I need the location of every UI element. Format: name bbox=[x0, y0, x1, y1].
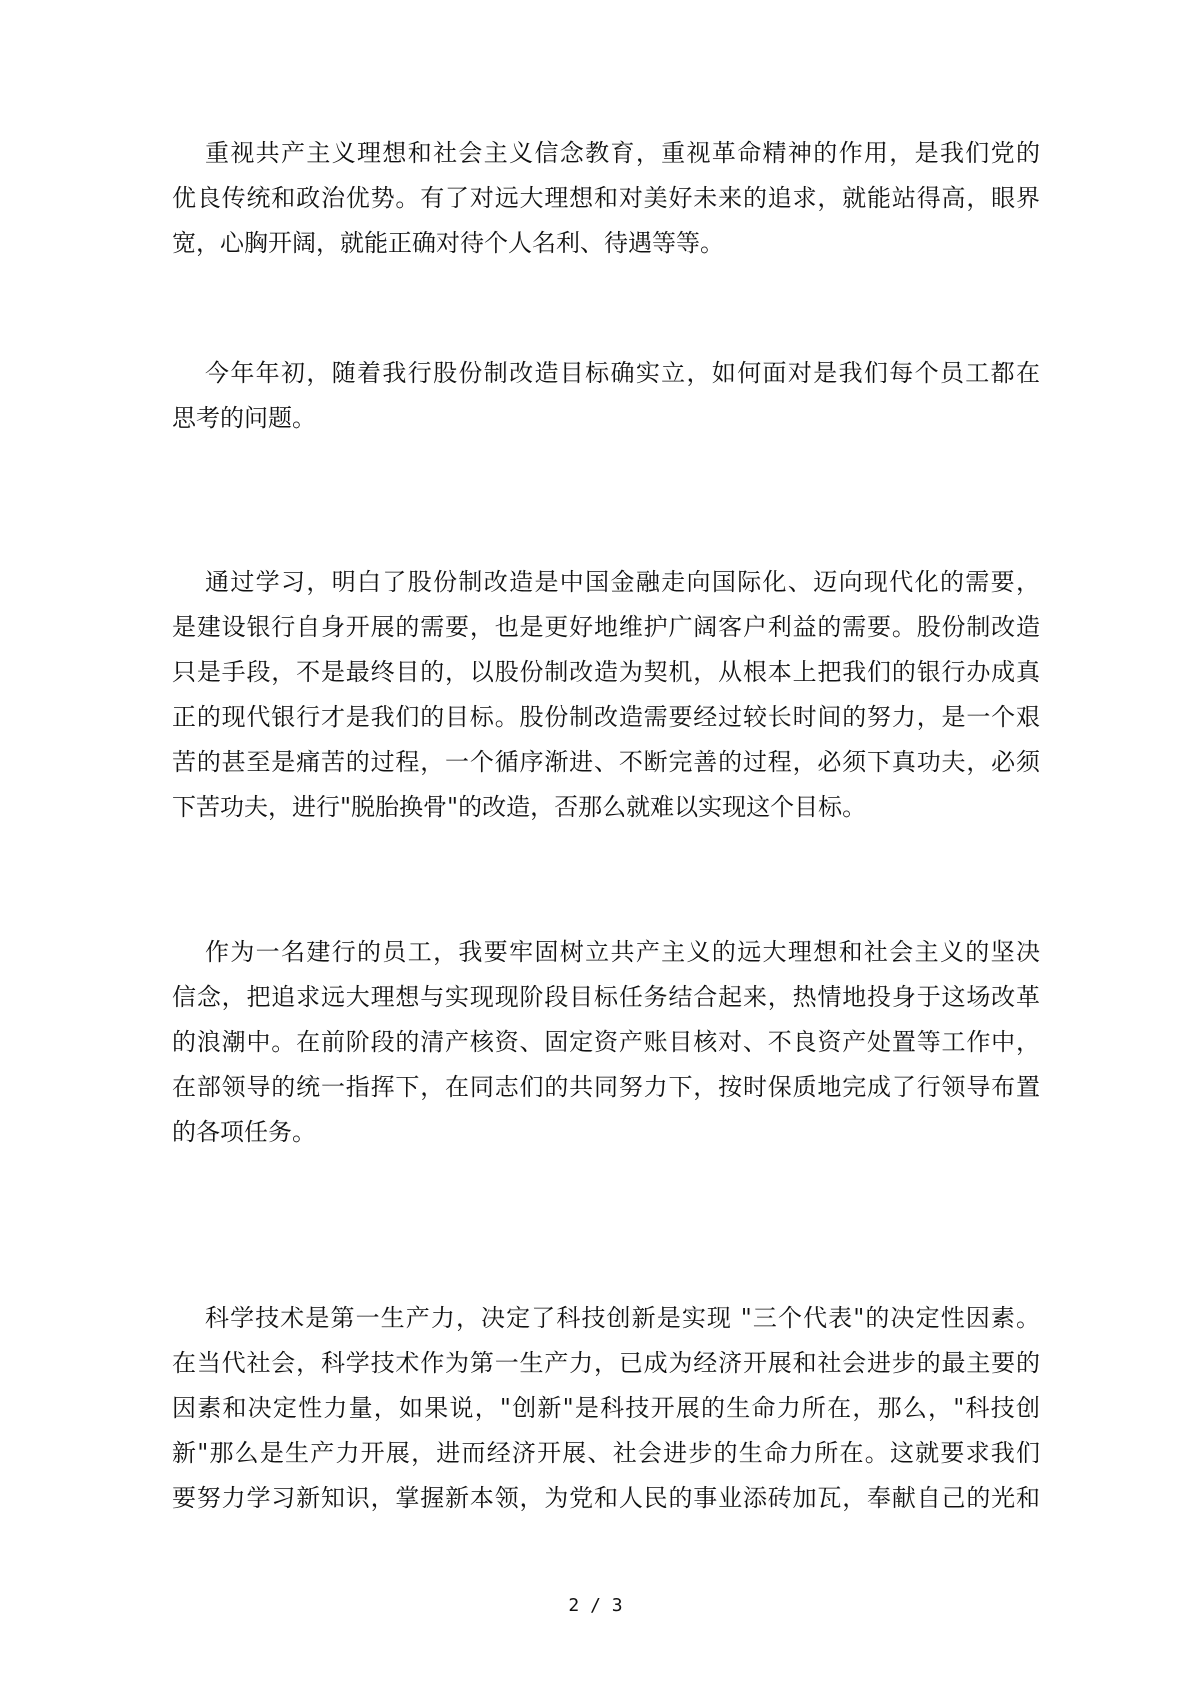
paragraph bbox=[172, 131, 1040, 266]
page-number: 2 / 3 bbox=[568, 1595, 623, 1616]
text-line: 今年年初，随着我行股份制改造目标确实立，如何面对是我们每个员工都在 bbox=[205, 359, 1040, 387]
text-line: 作为一名建行的员工，我要牢固树立共产主义的远大理想和社会主义的坚决 bbox=[205, 938, 1040, 966]
text-line: 苦的甚至是痛苦的过程，一个循序渐进、不断完善的过程，必须下真功夫，必须 bbox=[172, 748, 1040, 776]
text-line: 优良传统和政治优势。有了对远大理想和对美好未来的追求，就能站得高，眼界 bbox=[172, 184, 1040, 212]
paragraph bbox=[172, 351, 1040, 441]
text-line: 科学技术是第一生产力，决定了科技创新是实现 "三个代表"的决定性因素。 bbox=[205, 1304, 1040, 1332]
paragraph bbox=[172, 1296, 1040, 1521]
text-line: 的浪潮中。在前阶段的清产核资、固定资产账目核对、不良资产处置等工作中， bbox=[172, 1028, 1040, 1056]
text-line: 只是手段，不是最终目的，以股份制改造为契机，从根本上把我们的银行办成真 bbox=[172, 658, 1040, 686]
text-line: 要努力学习新知识，掌握新本领，为党和人民的事业添砖加瓦，奉献自己的光和 bbox=[172, 1484, 1040, 1512]
text-line: 正的现代银行才是我们的目标。股份制改造需要经过较长时间的努力，是一个艰 bbox=[172, 703, 1040, 731]
text-line: 下苦功夫，进行"脱胎换骨"的改造，否那么就难以实现这个目标。 bbox=[172, 793, 867, 821]
text-line: 的各项任务。 bbox=[172, 1118, 316, 1146]
text-line: 信念，把追求远大理想与实现现阶段目标任务结合起来，热情地投身于这场改革 bbox=[172, 983, 1040, 1011]
text-line: 在部领导的统一指挥下，在同志们的共同努力下，按时保质地完成了行领导布置 bbox=[172, 1073, 1040, 1101]
text-line: 是建设银行自身开展的需要，也是更好地维护广阔客户利益的需要。股份制改造 bbox=[172, 613, 1040, 641]
text-line: 重视共产主义理想和社会主义信念教育，重视革命精神的作用，是我们党的 bbox=[205, 139, 1040, 167]
paragraph bbox=[172, 560, 1040, 830]
text-line: 宽，心胸开阔，就能正确对待个人名利、待遇等等。 bbox=[172, 229, 724, 257]
text-line: 新"那么是生产力开展，进而经济开展、社会进步的生命力所在。这就要求我们 bbox=[172, 1439, 1040, 1467]
paragraph bbox=[172, 930, 1040, 1155]
text-line: 思考的问题。 bbox=[172, 404, 316, 432]
text-line: 通过学习，明白了股份制改造是中国金融走向国际化、迈向现代化的需要， bbox=[205, 568, 1040, 596]
text-line: 因素和决定性力量，如果说，"创新"是科技开展的生命力所在，那么，"科技创 bbox=[172, 1394, 1040, 1422]
text-line: 在当代社会，科学技术作为第一生产力，已成为经济开展和社会进步的最主要的 bbox=[172, 1349, 1040, 1377]
